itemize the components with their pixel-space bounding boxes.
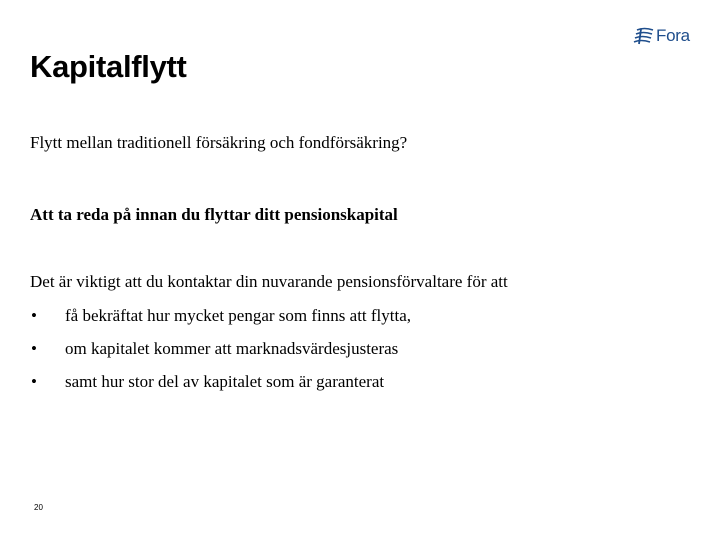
bullet-text: samt hur stor del av kapitalet som är garanterat	[65, 372, 385, 391]
bullet-text: få bekräftat hur mycket pengar som finns att flytta,	[65, 306, 412, 325]
bullet-item	[30, 372, 384, 392]
intro-text: Det är viktigt att du kontaktar din nuvarande pensionsförvaltare för att	[30, 272, 508, 291]
page-number: 20	[34, 503, 43, 512]
bullet-item	[30, 306, 411, 326]
bullet-text: om kapitalet kommer att marknadsvärdesjusteras	[65, 339, 399, 358]
bullet-symbol: •	[31, 306, 37, 325]
slide-title: Kapitalflytt	[30, 49, 187, 84]
fora-logo-text: Fora	[656, 26, 690, 45]
subheading: Att ta reda på innan du flyttar ditt pensionskapital	[30, 205, 398, 224]
fora-logo-mark-icon	[633, 26, 655, 46]
bullet-symbol: •	[31, 372, 37, 391]
bullet-item	[30, 339, 398, 359]
bullet-symbol: •	[31, 339, 37, 358]
fora-logo	[633, 24, 695, 48]
question-text: Flytt mellan traditionell försäkring och fondförsäkring?	[30, 133, 408, 152]
